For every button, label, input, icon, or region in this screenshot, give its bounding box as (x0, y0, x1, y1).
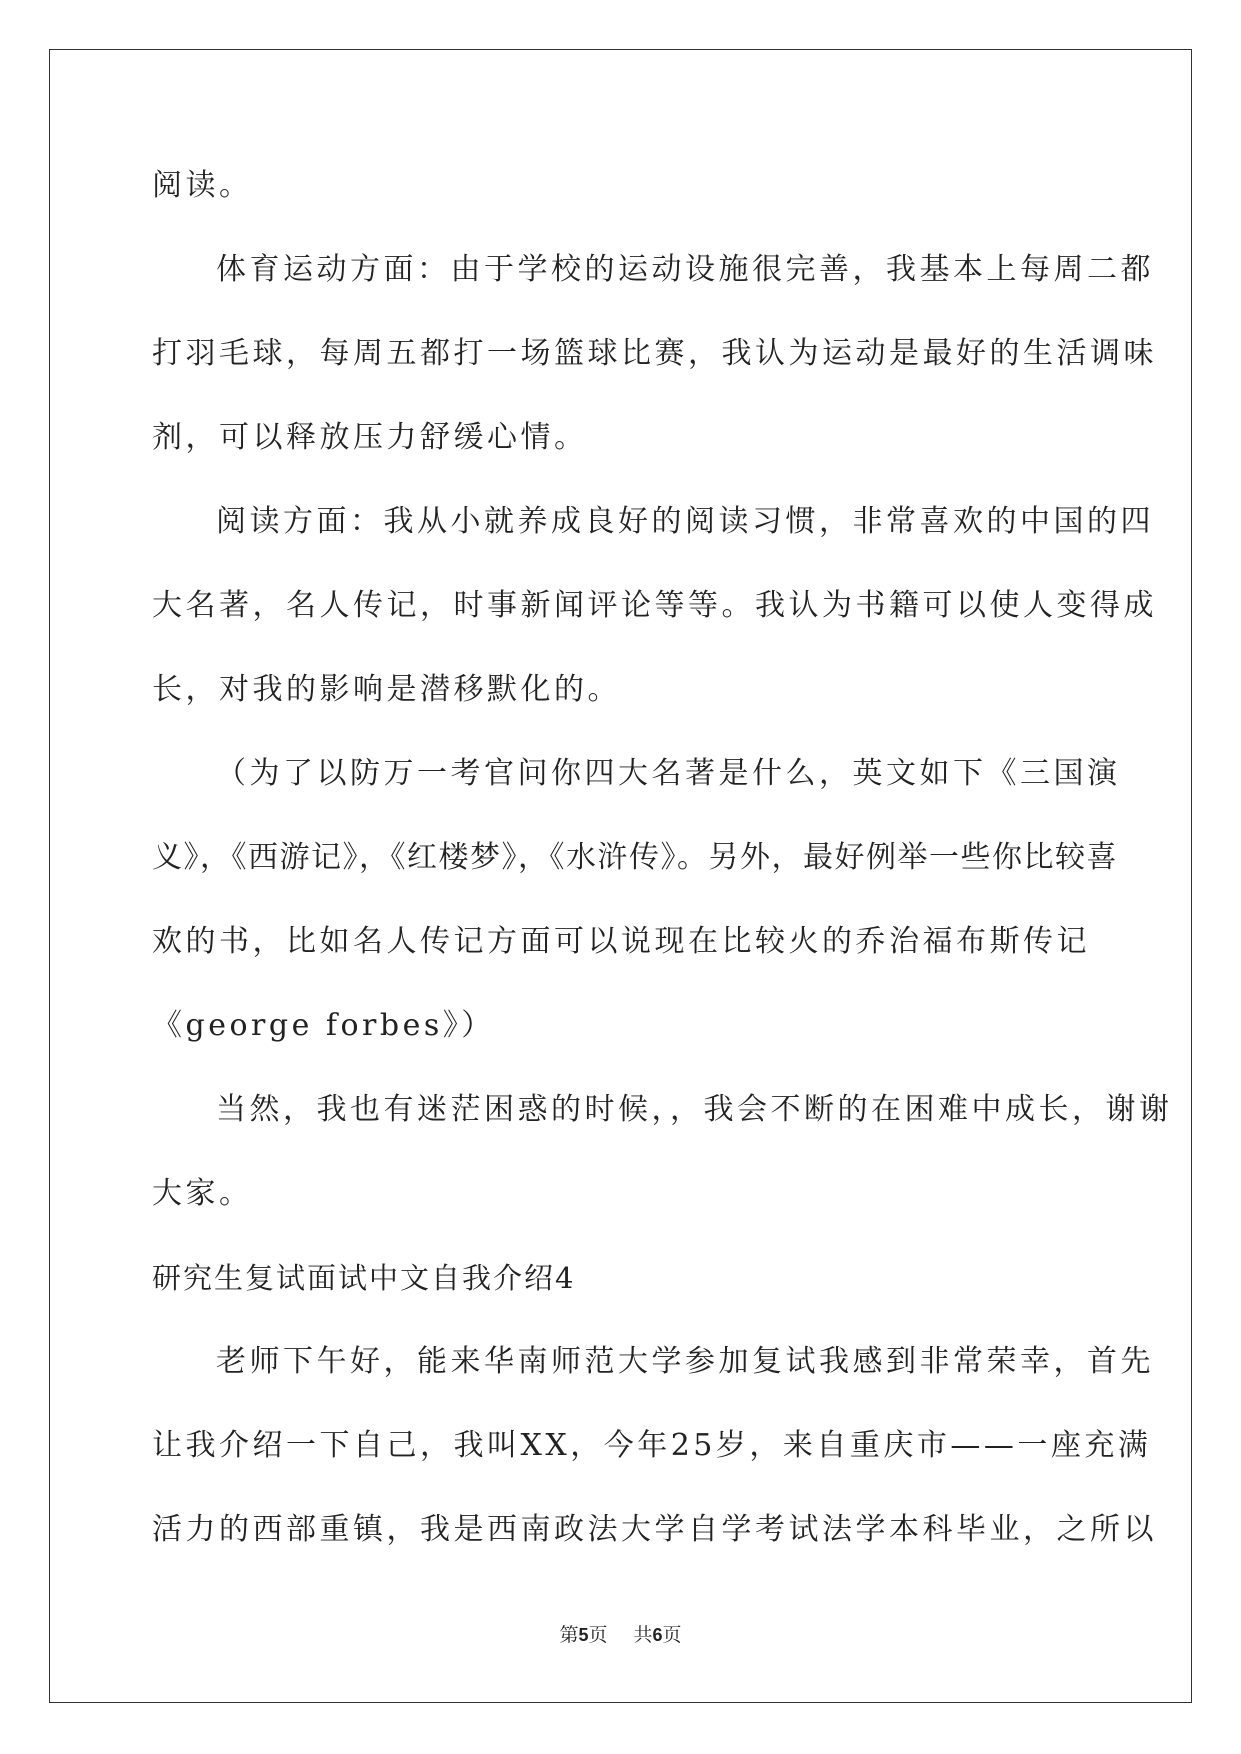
footer-total-prefix: 共 (633, 1624, 653, 1646)
text-line: 大名著，名人传记，时事新闻评论等等。我认为书籍可以使人变得成 (152, 588, 1157, 623)
current-page-number: 5 (578, 1625, 589, 1645)
text-line: 《george forbes》） (152, 1008, 495, 1043)
paragraph-sports-line: 体育运动方面：由于学校的运动设施很完善，我基本上每周二都 (216, 252, 1154, 287)
paragraph-note-line: （为了以防万一考官问你四大名著是什么，英文如下《三国演 (216, 756, 1121, 791)
text-line: 欢的书，比如名人传记方面可以说现在比较火的乔治福布斯传记 (152, 924, 1090, 959)
text-line: 义》，《西游记》，《红楼梦》，《水浒传》。另外，最好例举一些你比较喜 (152, 840, 1118, 875)
paragraph-reading-line: 阅读方面：我从小就养成良好的阅读习惯，非常喜欢的中国的四 (216, 504, 1154, 539)
text-line: 长，对我的影响是潜移默化的。 (152, 672, 621, 707)
paragraph-closing-line: 当然，我也有迷茫困惑的时候，，我会不断的在困难中成长，谢谢 (216, 1092, 1173, 1127)
total-pages-number: 6 (652, 1625, 663, 1645)
text-line: 阅读。 (152, 168, 253, 203)
paragraph-intro-line: 老师下午好，能来华南师范大学参加复试我感到非常荣幸，首先 (216, 1344, 1154, 1379)
text-line: 打羽毛球，每周五都打一场篮球比赛，我认为运动是最好的生活调味 (152, 336, 1157, 371)
section-heading: 研究生复试面试中文自我介绍4 (152, 1261, 576, 1295)
text-line: 活力的西部重镇，我是西南政法大学自学考试法学本科毕业，之所以 (152, 1512, 1157, 1547)
text-line: 让我介绍一下自己，我叫XX，今年25岁，来自重庆市——一座充满 (152, 1428, 1152, 1463)
text-line: 剂，可以释放压力舒缓心情。 (152, 420, 588, 455)
footer-page-unit: 页 (588, 1624, 608, 1646)
text-line: 大家。 (152, 1176, 253, 1211)
footer-prefix: 第 (559, 1624, 579, 1646)
page-footer (0, 1620, 1241, 1647)
footer-total-unit: 页 (662, 1624, 682, 1646)
document-body (152, 157, 1173, 1585)
